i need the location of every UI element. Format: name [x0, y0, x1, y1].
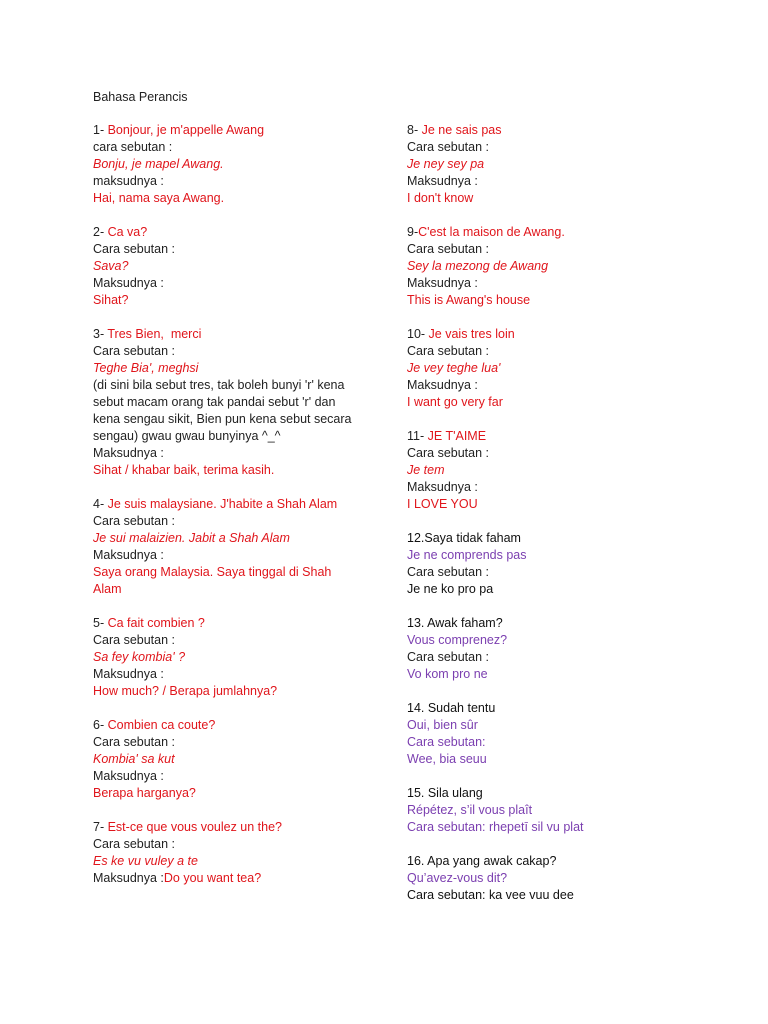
pronunciation: Sa fey kombia' ?	[93, 650, 186, 664]
meaning: I LOVE YOU	[407, 497, 478, 511]
pronunciation: Sey la mezong de Awang	[407, 259, 549, 273]
phrase-entry-10	[407, 326, 677, 411]
phrase-line: 6- Combien ca coute?	[93, 718, 216, 732]
meaning: Sihat / khabar baik, terima kasih.	[93, 463, 275, 477]
phrase-line: 3- Tres Bien, merci	[93, 327, 202, 341]
phrase-entry-11	[407, 428, 677, 513]
french-phrase: Ca fait combien ?	[107, 616, 205, 630]
french-phrase: Tres Bien, merci	[107, 327, 202, 341]
phrase-entry-13	[407, 615, 677, 683]
french-phrase: Bonjour, je m'appelle Awang	[107, 123, 265, 137]
french-phrase: Vous comprenez?	[407, 633, 508, 647]
pronunciation-label: Cara sebutan :	[93, 514, 175, 528]
pronunciation: Kombia' sa kut	[93, 752, 175, 766]
french-phrase: Je vais tres loin	[428, 327, 515, 341]
pronunciation-label: Cara sebutan:	[407, 735, 486, 749]
meaning-label: Maksudnya :	[93, 276, 164, 290]
pronunciation: Je sui malaizien. Jabit a Shah Alam	[93, 531, 290, 545]
meaning-label: Maksudnya :	[93, 871, 164, 885]
french-phrase: Je ne comprends pas	[407, 548, 527, 562]
meaning-label: Maksudnya :	[407, 480, 478, 494]
pronunciation-label: cara sebutan :	[93, 140, 173, 154]
french-phrase: Répétez, s’il vous plaît	[407, 803, 533, 817]
phrase-heading: 12.Saya tidak faham	[407, 531, 521, 545]
pronunciation-label: Cara sebutan :	[407, 242, 489, 256]
phrase-entry-6	[93, 717, 355, 802]
phrase-entry-15	[407, 785, 677, 836]
meaning: Hai, nama saya Awang.	[93, 191, 225, 205]
meaning-label: Maksudnya :	[407, 276, 478, 290]
phrase-entry-8	[407, 122, 677, 207]
phrase-line: 2- Ca va?	[93, 225, 148, 239]
phrase-line: 4- Je suis malaysiane. J'habite a Shah Alam	[93, 497, 338, 511]
phrase-line: 8- Je ne sais pas	[407, 123, 502, 137]
pronunciation: Teghe Bia', meghsi	[93, 361, 199, 375]
meaning-label: maksudnya :	[93, 174, 164, 188]
meaning: I don't know	[407, 191, 474, 205]
pronunciation: Wee, bia seuu	[407, 752, 487, 766]
phrase-entry-9	[407, 224, 677, 309]
meaning: I want go very far	[407, 395, 503, 409]
french-phrase: Je suis malaysiane. J'habite a Shah Alam	[107, 497, 338, 511]
french-phrase: Est-ce que vous voulez un the?	[107, 820, 283, 834]
pronunciation-label: Cara sebutan :	[93, 735, 175, 749]
pronunciation: Je ne ko pro pa	[407, 582, 494, 596]
meaning-line	[93, 870, 355, 887]
meaning-label: Maksudnya :	[93, 446, 164, 460]
phrase-heading: 14. Sudah tentu	[407, 701, 496, 715]
pronunciation: Sava?	[93, 259, 129, 273]
meaning: Saya orang Malaysia. Saya tinggal di Shah Alam	[93, 565, 335, 596]
pronunciation-label: Cara sebutan :	[93, 344, 175, 358]
phrase-line: 9-C'est la maison de Awang.	[407, 225, 565, 239]
pronunciation-label: Cara sebutan :	[407, 650, 489, 664]
pronunciation-label: Cara sebutan :	[407, 140, 489, 154]
french-phrase: Oui, bien sûr	[407, 718, 478, 732]
meaning-label: Maksudnya :	[93, 548, 164, 562]
pronunciation-label: Cara sebutan :	[93, 633, 175, 647]
phrase-entry-3	[93, 326, 355, 479]
meaning-label: Maksudnya :	[407, 174, 478, 188]
pronunciation-label: Cara sebutan :	[407, 446, 489, 460]
meaning: This is Awang's house	[407, 293, 531, 307]
page-title: Bahasa Perancis	[93, 90, 188, 104]
french-phrase: C'est la maison de Awang.	[418, 225, 565, 239]
phrase-line: 11- JE T'AIME	[407, 429, 487, 443]
meaning: Berapa harganya?	[93, 786, 196, 800]
phrase-entry-5	[93, 615, 355, 700]
phrase-entry-12	[407, 530, 677, 598]
meaning: Sihat?	[93, 293, 129, 307]
phrase-heading: 13. Awak faham?	[407, 616, 503, 630]
french-phrase: Je ne sais pas	[421, 123, 502, 137]
phrase-entry-1	[93, 122, 355, 207]
pronunciation-label: Cara sebutan :	[407, 344, 489, 358]
meaning-label: Maksudnya :	[93, 667, 164, 681]
pronunciation: Vo kom pro ne	[407, 667, 488, 681]
phrase-line: 1- Bonjour, je m'appelle Awang	[93, 123, 265, 137]
pronunciation: Es ke vu vuley a te	[93, 854, 198, 868]
right-column	[407, 122, 677, 921]
meaning: How much? / Berapa jumlahnya?	[93, 684, 278, 698]
french-phrase: JE T'AIME	[427, 429, 487, 443]
phrase-entry-14	[407, 700, 677, 768]
phrase-line: 7- Est-ce que vous voulez un the?	[93, 820, 283, 834]
phrase-heading: 15. Sila ulang	[407, 786, 483, 800]
meaning: Do you want tea?	[163, 871, 262, 885]
phrase-heading: 16. Apa yang awak cakap?	[407, 854, 557, 868]
french-phrase: Ca va?	[107, 225, 148, 239]
pronunciation-line: Cara sebutan: ka vee vuu dee	[407, 888, 574, 902]
pronunciation-line: Cara sebutan: rhepetī sil vu plat	[407, 820, 584, 834]
pronunciation-label: Cara sebutan :	[407, 565, 489, 579]
meaning-label: Maksudnya :	[407, 378, 478, 392]
left-column	[93, 122, 355, 904]
pronunciation: Bonju, je mapel Awang.	[93, 157, 224, 171]
phrase-entry-16	[407, 853, 677, 904]
pronunciation: Je vey teghe lua'	[407, 361, 501, 375]
pronunciation-label: Cara sebutan :	[93, 837, 175, 851]
french-phrase: Qu’avez-vous dit?	[407, 871, 508, 885]
pronunciation: Je ney sey pa	[407, 157, 485, 171]
phrase-line: 5- Ca fait combien ?	[93, 616, 205, 630]
phrase-line: 10- Je vais tres loin	[407, 327, 515, 341]
meaning-label: Maksudnya :	[93, 769, 164, 783]
pronunciation: Je tem	[407, 463, 445, 477]
phrase-entry-2	[93, 224, 355, 309]
phrase-entry-7	[93, 819, 355, 887]
pronunciation-label: Cara sebutan :	[93, 242, 175, 256]
french-phrase: Combien ca coute?	[107, 718, 216, 732]
phrase-entry-4	[93, 496, 355, 598]
pronunciation-note: (di sini bila sebut tres, tak boleh bunyi 'r' kena sebut macam orang tak pandai sebut 'r' dan kena sengau sikit, Bien pun kena sebut secara sengau) gwau gwau bunyinya ^_^	[93, 378, 355, 443]
